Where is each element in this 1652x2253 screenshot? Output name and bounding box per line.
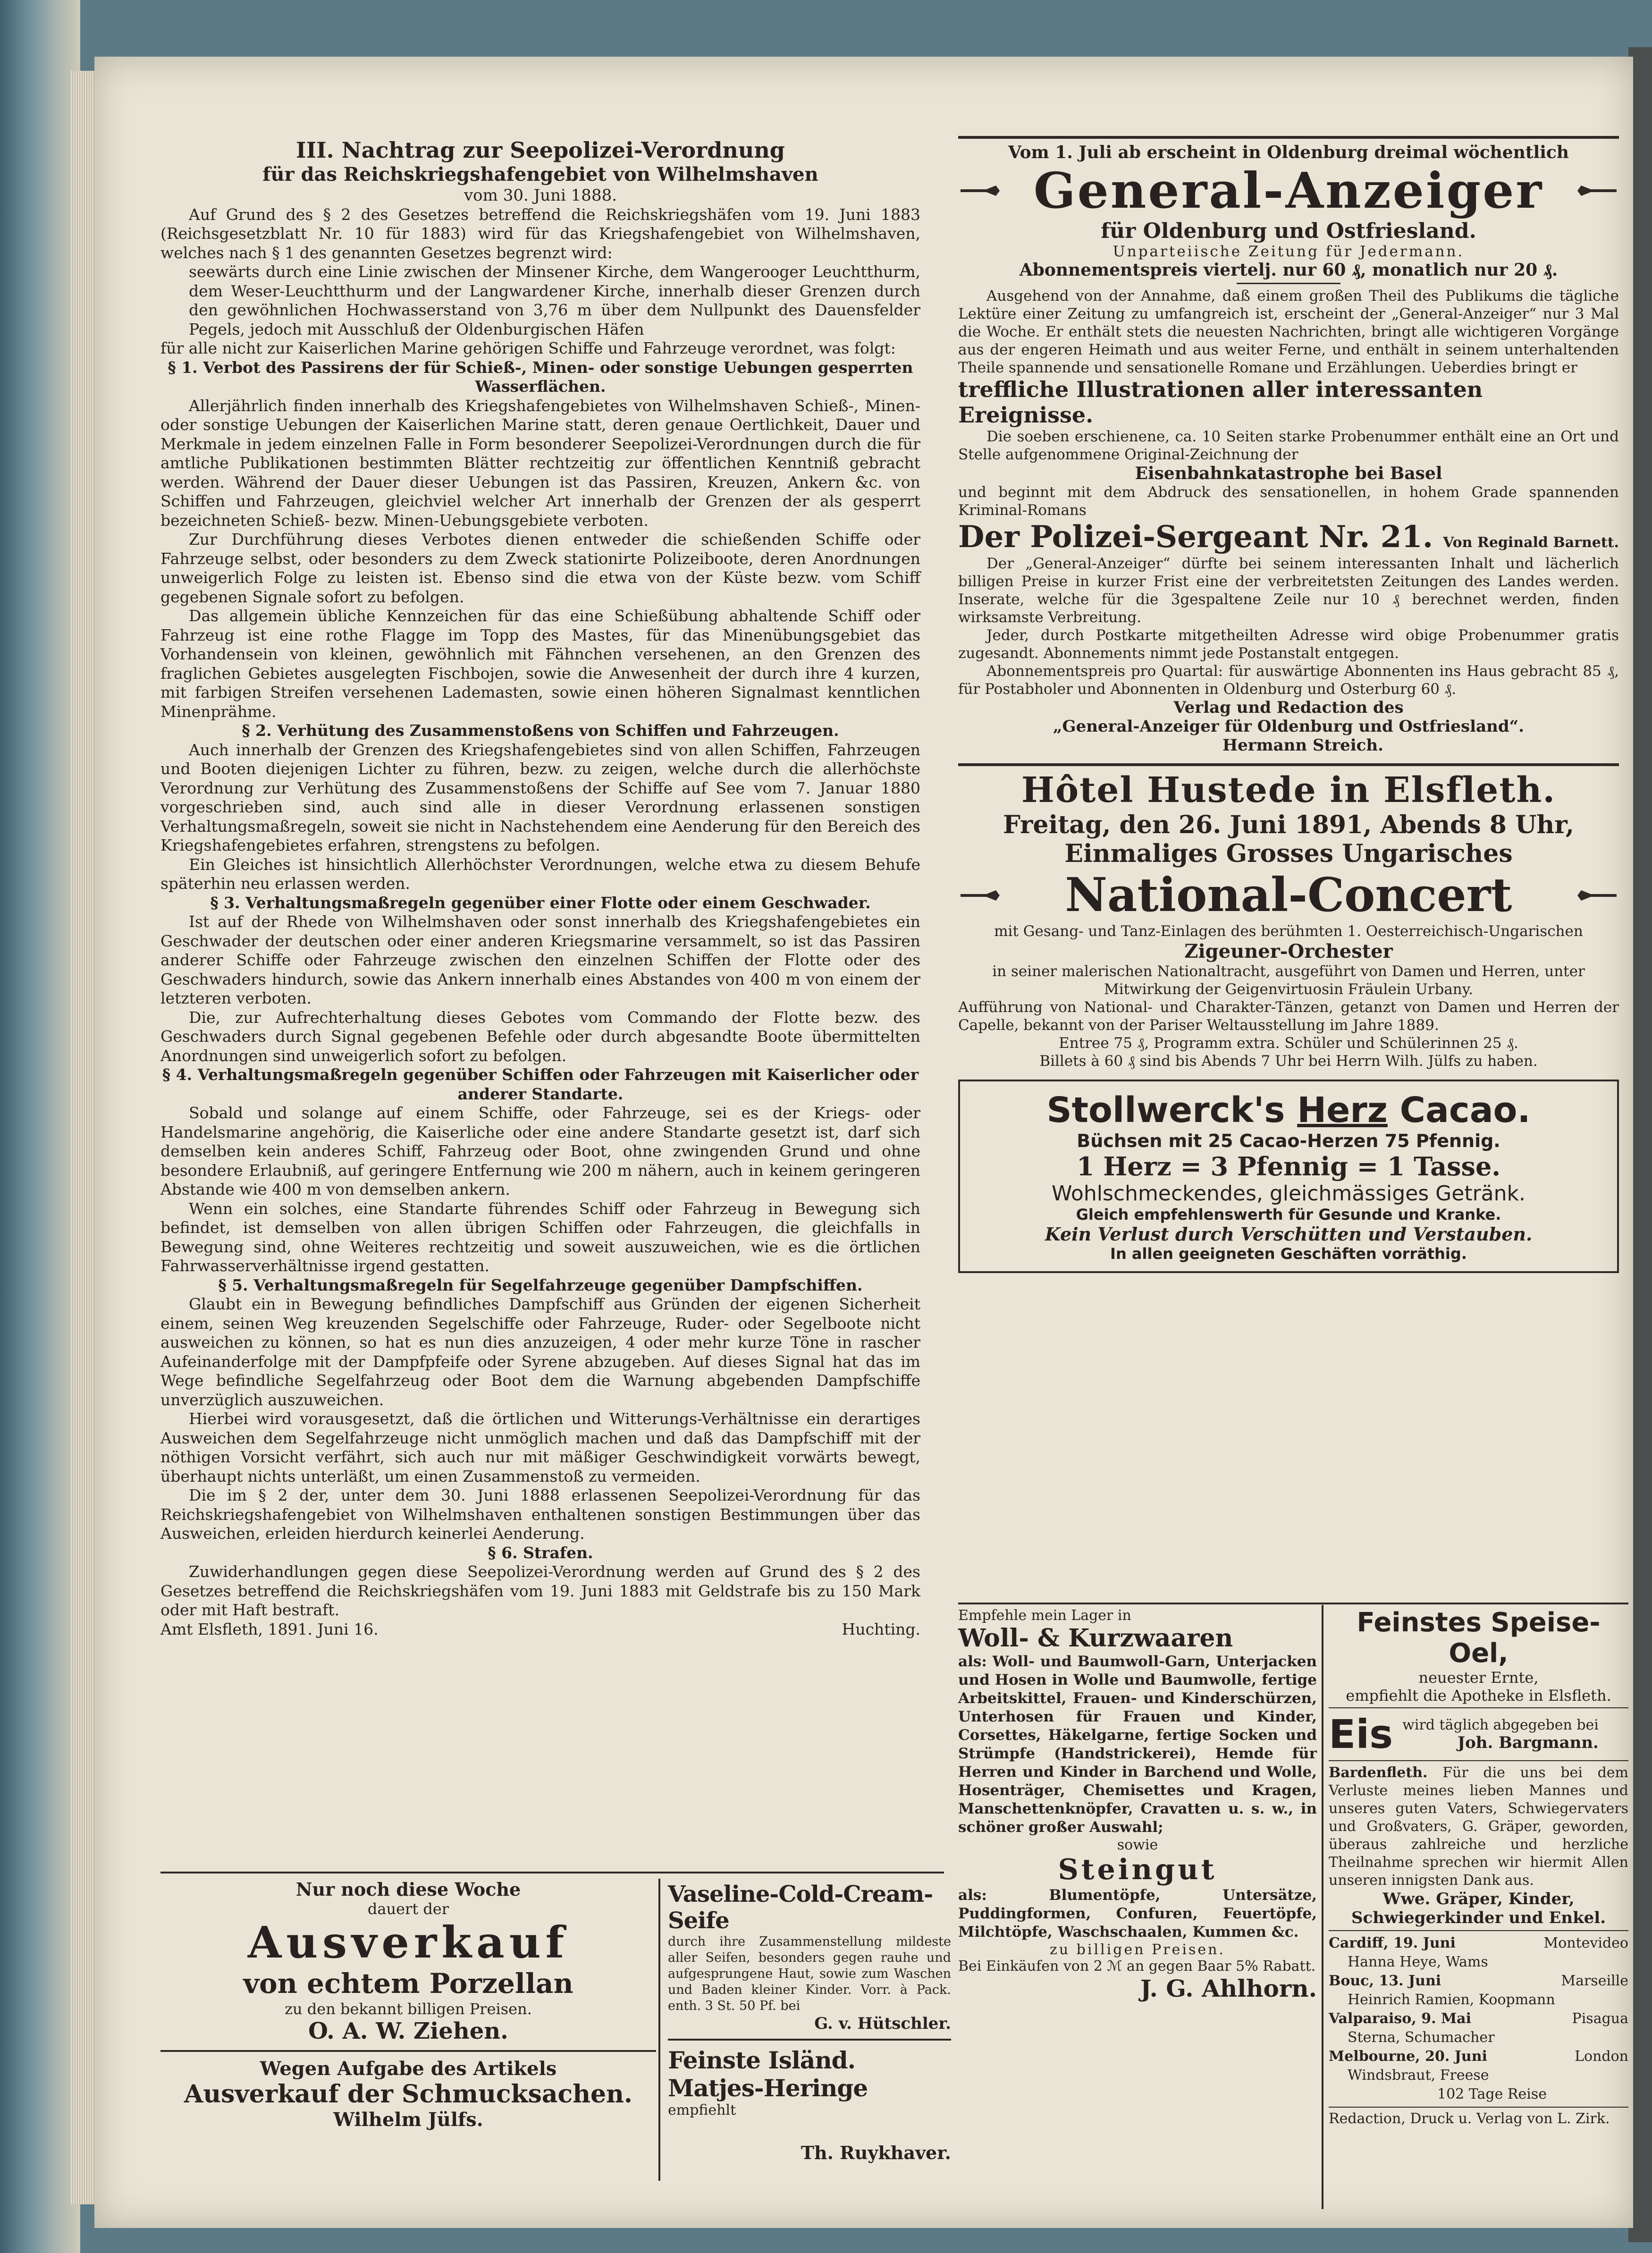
ship-destination: Marseille xyxy=(1561,1973,1628,1989)
hotel-line: Aufführung von National- und Charakter-Tänzen, getanzt von Damen und Herren der Capelle, bekannt von der Pariser Weltausstellung im Jahre 1889. xyxy=(958,999,1619,1034)
schmuck-dealer: Wilhelm Jülfs. xyxy=(333,2109,483,2131)
section-1-heading: § 1. Verbot des Passirens der für Schieß-, Minen- oder sonstige Uebungen gesperrten Wasserflächen. xyxy=(168,358,913,396)
section-1-paragraph: Allerjährlich finden innerhalb des Kriegshafengebietes von Wilhelmshaven Schieß-, Minen- oder sonstige Uebungen der Kaiserlichen Marine statt, deren genaue Oertlichkeit, Dauer und Merkmale in jedem einzelnen Falle in Form besonderer Seepolizei-Verordnungen durch die für amtliche Publikationen bestimmten Blätter rechtzeitig zur öffentlichen Kenntniß gebracht werden. Während der Dauer dieser Uebungen ist das Passiren, Kreuzen, Ankern &c. von Schiffen und Fahrzeugen, gleichviel welcher Art innerhalb der Grenzen der als gesperrt bezeichneten Schieß- bezw. Minen-Uebungsgebiete verboten. xyxy=(160,396,920,530)
oel-title: Feinstes Speise-Oel, xyxy=(1357,1607,1601,1669)
ga-top: Vom 1. Juli ab erscheint in Oldenburg dreimal wöchentlich xyxy=(1008,143,1569,162)
ahlhorn-text: als: Woll- und Baumwoll-Garn, Unterjacken und Hosen in Wolle und Baumwolle, fertige Arbeitskittel, Frauen- und Kinderschürzen, Unterhosen für Frauen und Kinder, Corsettes, Häkelgarne, fertige Socken und Strümpfe (Handstrickerei), Hemde für Herren und Kinder in Barchend und Wolle, Hosenträger, Chemisettes und Kragen, Manschettenknöpfer, Cravatten u. s. w., in schöner großer Auswahl; xyxy=(958,1653,1317,1836)
pointing-hand-icon xyxy=(958,179,1001,203)
ship-destination: London xyxy=(1575,2048,1628,2065)
ga-publisher-name: Hermann Streich. xyxy=(1222,736,1383,755)
ahlhorn-steingut: Steingut xyxy=(1058,1853,1217,1886)
seepolizei-notice xyxy=(94,137,944,1639)
ga-basel: Eisenbahnkatastrophe bei Basel xyxy=(1135,464,1442,483)
ship-entry xyxy=(1329,1972,1628,1991)
pointing-hand-icon xyxy=(1576,884,1619,907)
ship-voyage: 102 Tage Reise xyxy=(1437,2086,1547,2102)
porzellan-ad xyxy=(160,1879,656,2131)
ship-port: Cardiff, 19. Juni xyxy=(1329,1935,1456,1951)
ship-list xyxy=(1329,1934,1628,2104)
section-2-paragraph: Auch innerhalb der Grenzen des Kriegshafengebietes sind von allen Schiffen, Fahrzeugen und Booten diejenigen Lichter zu führen, bezw. zu zeigen, welche durch die allerhöchste Verordnung zur Verhütung des Zusammenstoßens der Schiffe auf See vom 7. Januar 1880 vorgeschrieben sind, auch sind alle in dieser Verordnung erlassenen sonstigen Verhaltungsmaßregeln, soweit sie nicht in Nachstehendem eine Aenderung für den Bereich des Kriegshafengebietes erfahren, strengstens zu befolgen. xyxy=(160,740,920,854)
section-5-paragraph: Hierbei wird vorausgesetzt, daß die örtlichen und Witterungs-Verhältnisse ein derartiges Ausweichen dem Segelfahrzeuge nicht unmöglich machen und daß das Dampfschiff mit der nöthigen Vorsicht verfährt, sich auch nur mit mäßiger Geschwindigkeit vorwärts bewegt, überhaupt nichts unterläßt, um einen Zusammenstoß zu vermeiden. xyxy=(160,1409,920,1485)
section-5-paragraph: Glaubt ein in Bewegung befindliches Dampfschiff aus Gründen der eigenen Sicherheit einem, seinen Weg kreuzenden Segelschiffe oder Fahrzeuge, Ruder- oder Segelboote nicht ausweichen zu können, so hat es nun dies anzuzeigen, 4 oder mehr kurze Töne in rascher Aufeinanderfolge mit der Dampfpfeife oder Syrene abzugeben. Auf dieses Signal hat das im Wege befindliche Segelfahrzeug oder Boot dem die Warnung abgebenden Dampfschiffe unverzüglich auszuweichen. xyxy=(160,1295,920,1409)
section-3-paragraph: Ist auf der Rhede von Wilhelmshaven oder sonst innerhalb des Kriegshafengebietes ein Geschwader der deutschen oder einer anderen Kriegsmarine versammelt, so ist das Passiren anderer Schiffe oder Fahrzeuge zwischen den einzelnen Schiffen der Flotte oder des Geschwaders hindurch, sowie das Ankern innerhalb eines Abstandes von 400 m von einem der letzteren verboten. xyxy=(160,912,920,1007)
hotel-orchestra: Zigeuner-Orchester xyxy=(1184,940,1393,962)
hotel-line: Entree 75 ₰, Programm extra. Schüler und Schülerinnen 25 ₰. xyxy=(1059,1035,1518,1052)
ga-abo: Abonnementspreis viertelj. nur 60 ₰, monatlich nur 20 ₰. xyxy=(1019,260,1558,280)
hotel-concert-title: National-Concert xyxy=(1065,868,1512,922)
newspaper-page xyxy=(94,57,1633,2228)
porzellan-line-4: von echtem Porzellan xyxy=(243,1967,573,2000)
section-1-paragraph: Zur Durchführung dieses Verbotes dienen entweder die schießenden Schiffe oder Fahrzeuge selbst, oder besonders zu dem Zweck stationirte Polizeiboote, deren Anordnungen unweigerlich Folge zu leisten ist. Ebenso sind die etwa von der Küste bezw. vom Schiff gegebenen Signale sofort zu befolgen. xyxy=(160,530,920,606)
stollwerck-line: 1 Herz = 3 Pfennig = 1 Tasse. xyxy=(1076,1151,1501,1181)
ahlhorn-line: Bei Einkäufen von 2 ℳ an gegen Baar 5% Rabatt. xyxy=(958,1958,1316,1975)
stollwerck-ad xyxy=(958,1080,1619,1273)
section-3-paragraph: Die, zur Aufrechterhaltung dieses Gebotes vom Commando der Flotte bezw. des Geschwaders durch Signal gegebenen Befehle oder durch abgesandte Boote übermittelten Anordnungen sind unweigerlich sofort zu befolgen. xyxy=(160,1008,920,1065)
section-5-heading: § 5. Verhaltungsmaßregeln für Segelfahrzeuge gegenüber Dampfschiffen. xyxy=(218,1275,863,1294)
hering-sub: empfiehlt xyxy=(668,2102,736,2118)
vaseline-title: Vaseline-Cold-Cream-Seife xyxy=(668,1881,933,1934)
ga-text: Jeder, durch Postkarte mitgetheilten Adresse wird obige Probenummer gratis zugesandt. Abonnements nimmt jede Postanstalt entgegen. xyxy=(958,627,1619,662)
right-small-ads xyxy=(1329,1607,1628,2127)
dank-body: Für die uns bei dem Verluste meines lieben Mannes und unseres guten Vaters, Schwiegervaters und Großvaters, G. Gräper, geworden, überaus zahlreiche und herzliche Theilnahme sprechen wir hiermit Allen unseren innigsten Dank aus. xyxy=(1329,1764,1628,1889)
eis-text: wird täglich abgegeben bei xyxy=(1402,1716,1599,1733)
hotel-line: Einmaliges Grosses Ungarisches xyxy=(1064,839,1513,868)
ga-text: und beginnt mit dem Abdruck des sensationellen, in hohem Grade spannenden Kriminal-Romans xyxy=(958,484,1619,519)
section-6-paragraph: Zuwiderhandlungen gegen diese Seepolizei-Verordnung werden auf Grund des § 2 des Gesetzes betreffend die Reichskriegshäfen vom 19. Juni 1883 mit Geldstrafe bis zu 150 Mark oder mit Haft bestraft. xyxy=(160,1562,920,1619)
notice-signature xyxy=(160,1620,920,1639)
hering-title: Feinste Isländ. Matjes-Heringe xyxy=(668,2046,868,2102)
section-6-heading: § 6. Strafen. xyxy=(488,1543,593,1562)
ahlhorn-line: sowie xyxy=(1117,1837,1158,1853)
vaseline-text: durch ihre Zusammenstellung mildeste aller Seifen, besonders gegen rauhe und aufgesprungene Haut, sowie zum Waschen und Baden kleiner Kinder. Vorr. à Pack. enth. 3 St. 50 Pf. bei xyxy=(668,1934,951,2013)
ahlhorn-ad xyxy=(958,1607,1317,2002)
pointing-hand-icon xyxy=(1576,179,1619,203)
pointing-hand-icon xyxy=(958,884,1001,907)
section-2-paragraph: Ein Gleiches ist hinsichtlich Allerhöchster Verordnungen, welche etwa zu diesem Behufe späterhin neu erlassen werden. xyxy=(160,855,920,893)
ga-text: Ausgehend von der Annahme, daß einem großen Theil des Publikums die tägliche Lektüre einer Zeitung zu umfangreich ist, erscheint der „General-Anzeiger“ nur 3 Mal die Woche. Er enthält stets die neuesten Nachrichten, bringt alle wichtigeren Vorgänge aus der engeren Heimath und aus weiter Ferne, und enthält in seinem unterhaltenden Theile spannende und sensationelle Romane und Erzählungen. Ueberdies bringt er xyxy=(958,287,1619,376)
ship-entry xyxy=(1329,2009,1628,2028)
ga-text: Die soeben erschienene, ca. 10 Seiten starke Probenummer enthält eine an Ort und Stelle aufgenommene Original-Zeichnung der xyxy=(958,428,1619,463)
ga-title: General-Anzeiger xyxy=(1033,161,1544,219)
ship-entry xyxy=(1329,2047,1628,2066)
notice-intro: Auf Grund des § 2 des Gesetzes betreffend die Reichskriegshäfen vom 19. Juni 1883 (Reichsgesetzblatt Nr. 10 für 1883) wird für das Kriegshafengebiet von Wilhelmshaven, welches nach § 1 des genannten Gesetzes begrenzt wird: xyxy=(160,205,920,262)
porzellan-line-1: Nur noch diese Woche xyxy=(295,1879,521,1900)
hering-dealer: Th. Ruykhaver. xyxy=(801,2142,951,2163)
notice-subtitle: für das Reichskriegshafengebiet von Wilhelmshaven xyxy=(262,163,818,186)
section-2-heading: § 2. Verhütung des Zusammenstoßens von Schiffen und Fahrzeugen. xyxy=(242,721,839,740)
section-4-paragraph: Sobald und solange auf einem Schiffe, oder Fahrzeuge, sei es der Kriegs- oder Handelsmarine angehörig, die Kaiserliche oder eine andere Standarte gesetzt ist, darf sich demselben kein anderes Schiff, Fahrzeug oder Boot, ohne zwingenden Grund und ohne besondere Erlaubniß, auf geringere Entfernung wie 200 m nähern, auch in keinem geringeren Abstande wie 400 m von demselben ankern. xyxy=(160,1104,920,1198)
hotel-title: Hôtel Hustede in Elsfleth. xyxy=(1021,770,1556,810)
section-5-paragraph: Die im § 2 der, unter dem 30. Juni 1888 erlassenen Seepolizei-Verordnung für das Reichskriegshafengebiet von Wilhelmshaven enthaltenen sonstigen Bestimmungen über das Ausweichen, erleiden hierdurch keinerlei Aenderung. xyxy=(160,1486,920,1543)
ship-name: Hanna Heye, Wams xyxy=(1348,1954,1488,1970)
ship-port: Valparaiso, 9. Mai xyxy=(1329,2010,1472,2027)
general-anzeiger-ad xyxy=(958,143,1619,755)
signature-name: Huchting. xyxy=(842,1620,920,1638)
hotel-line: mit Gesang- und Tanz-Einlagen des berühmten 1. Oesterreichisch-Ungarischen xyxy=(994,923,1583,940)
ga-sub: für Oldenburg und Ostfriesland. xyxy=(1101,219,1476,243)
oel-sub2: empfiehlt die Apotheke in Elsfleth. xyxy=(1346,1687,1611,1705)
ga-illustrations: treffliche Illustrationen aller interessanten Ereignisse. xyxy=(958,377,1483,428)
left-ads-divider xyxy=(160,1872,944,1873)
stollwerck-line: Büchsen mit 25 Cacao-Herzen 75 Pfennig. xyxy=(1077,1131,1500,1151)
ship-name: Sterna, Schumacher xyxy=(1348,2029,1495,2046)
hotel-concert-ad xyxy=(958,770,1619,1070)
notice-boundary: seewärts durch eine Linie zwischen der Minsener Kirche, dem Wangerooger Leuchtthurm, dem Weser-Leuchtthurm und der Langwardener Kirche, innerhalb dieser Grenzen durch den gewöhnlichen Hochwasserstand von 3,76 m über dem Nullpunkt des Dauensfelder Pegels, jedoch mit Ausschluß der Oldenburgischen Häfen xyxy=(189,262,920,338)
ahlhorn-line: zu billigen Preisen. xyxy=(1050,1941,1225,1958)
ship-destination: Montevideo xyxy=(1543,1935,1628,1951)
ga-text: Abonnementspreis pro Quartal: für auswärtige Abonnenten ins Haus gebracht 85 ₰, für Postabholer und Abonnenten in Oldenburg und Osterburg 60 ₰. xyxy=(958,663,1619,698)
vaseline-dealer: G. v. Hütschler. xyxy=(814,2014,951,2033)
ahlhorn-dealer: J. G. Ahlhorn. xyxy=(1140,1975,1317,2002)
right-ads-divider xyxy=(958,1603,1628,1604)
ga-text: Der „General-Anzeiger“ dürfte bei seinem interessanten Inhalt und lächerlich billigen Preise in kurzer Frist eine der verbreitetsten Zeitungen des Landes werden. Inserate, welche für die 3gespaltene Zeile nur 10 ₰ berechnet werden, finden wirksamste Verbreitung. xyxy=(958,555,1619,626)
imprint: Redaction, Druck u. Verlag von L. Zirk. xyxy=(1329,2110,1610,2127)
stollwerck-cacao: Cacao. xyxy=(1399,1090,1531,1131)
ga-publisher: Verlag und Redaction des xyxy=(1173,698,1404,717)
porzellan-headline: Ausverkauf xyxy=(247,1917,569,1968)
ga-novel: Der Polizei-Sergeant Nr. 21. xyxy=(958,519,1433,555)
ship-destination: Pisagua xyxy=(1572,2010,1628,2027)
ahlhorn-text: als: Blumentöpfe, Untersätze, Puddingformen, Confuren, Feuertöpfe, Milchtöpfe, Waschschaalen, Kummen &c. xyxy=(958,1887,1317,1941)
ship-name: Heinrich Ramien, Koopmann xyxy=(1348,1991,1555,2008)
eis-title: Eis xyxy=(1329,1711,1393,1757)
dank-text xyxy=(1329,1764,1628,1890)
stollwerck-line: Kein Verlust durch Verschütten und Verstauben. xyxy=(1045,1224,1533,1245)
porzellan-dealer: O. A. W. Ziehen. xyxy=(308,2018,508,2044)
stollwerck-line: Wohlschmeckendes, gleichmässiges Getränk. xyxy=(1051,1181,1526,1206)
ship-port: Melbourne, 20. Juni xyxy=(1329,2048,1487,2065)
hotel-date: Freitag, den 26. Juni 1891, Abends 8 Uhr, xyxy=(1003,810,1574,839)
dank-place: Bardenfleth. xyxy=(1329,1764,1428,1781)
ga-publisher: „General-Anzeiger für Oldenburg und Ostfriesland“. xyxy=(1053,717,1524,736)
section-3-heading: § 3. Verhaltungsmaßregeln gegenüber einer Flotte oder einem Geschwader. xyxy=(210,893,871,912)
ahlhorn-headline: Woll- & Kurzwaaren xyxy=(958,1624,1233,1653)
ship-port: Bouc, 13. Juni xyxy=(1329,1973,1441,1989)
ship-name: Windsbraut, Freese xyxy=(1348,2067,1489,2084)
hotel-line: Billets à 60 ₰ sind bis Abends 7 Uhr bei Herrn Wilh. Jülfs zu haben. xyxy=(1039,1053,1538,1070)
left-ads-vertical-divider xyxy=(658,1879,660,2181)
ga-novel-author: Von Reginald Barnett. xyxy=(1443,534,1619,551)
ship-entry xyxy=(1329,1934,1628,1953)
notice-intro-end: für alle nicht zur Kaiserlichen Marine gehörigen Schiffe und Fahrzeuge verordnet, was folgt: xyxy=(160,339,896,357)
dank-sign: Wwe. Gräper, Kinder, xyxy=(1382,1890,1575,1908)
schmuck-line-2: Ausverkauf der Schmucksachen. xyxy=(184,2080,633,2109)
notice-title: III. Nachtrag zur Seepolizei-Verordnung xyxy=(296,137,785,163)
porzellan-line-2: dauert der xyxy=(367,1900,449,1918)
notice-date: vom 30. Juni 1888. xyxy=(464,186,617,205)
stollwerck-name: Stollwerck's xyxy=(1046,1090,1285,1131)
oel-sub: neuester Ernte, xyxy=(1418,1669,1539,1687)
porzellan-line-5: zu den bekannt billigen Preisen. xyxy=(285,2000,532,2018)
section-1-paragraph: Das allgemein übliche Kennzeichen für das eine Schießübung abhaltende Schiff oder Fahrzeug ist eine rothe Flagge im Topp des Mastes, für das Minenübungsgebiet das Vorhandensein von kleinen, gewöhnlich mit Fähnchen versehenen, an den Grenzen des fraglichen Gebietes ausgelegten Fischbojen, sowie die Anwesenheit der durch ihre 4 kurzen, mit farbigen Streifen versehenen Lademasten, sowie einen höheren Signalmast kenntlichen Minenprähme. xyxy=(160,607,920,721)
hotel-line: in seiner malerischen Nationaltracht, ausgeführt von Damen und Herren, unter Mitwirkung der Geigenvirtuosin Fräulein Urbany. xyxy=(992,963,1585,998)
signature-place: Amt Elsfleth, 1891. Juni 16. xyxy=(160,1620,379,1638)
vaseline-ad xyxy=(668,1881,951,2163)
dank-sign: Schwiegerkinder und Enkel. xyxy=(1351,1908,1606,1927)
stollwerck-herz: Herz xyxy=(1297,1090,1388,1131)
eis-dealer: Joh. Bargmann. xyxy=(1458,1733,1599,1752)
schmuck-line-1: Wegen Aufgabe des Artikels xyxy=(260,2058,557,2080)
stollwerck-line: In allen geeigneten Geschäften vorräthig. xyxy=(1110,1245,1467,1263)
section-4-paragraph: Wenn ein solches, eine Standarte führendes Schiff oder Fahrzeug in Bewegung sich befindet, ist demselben von allen übrigen Schiffen oder Fahrzeugen, die gleichfalls in Bewegung sind, ohne Weiteres rechtzeitig und soweit auszuweichen, wie es die örtlichen Fahrwasserverhältnisse irgend gestatten. xyxy=(160,1199,920,1275)
stollwerck-line: Gleich empfehlenswerth für Gesunde und Kranke. xyxy=(1076,1206,1501,1224)
section-4-heading: § 4. Verhaltungsmaßregeln gegenüber Schiffen oder Fahrzeugen mit Kaiserlicher oder anderer Standarte. xyxy=(162,1065,919,1103)
right-ads-vertical-divider xyxy=(1322,1605,1323,2209)
right-column xyxy=(958,132,1619,1283)
ga-sub2: Unparteiische Zeitung für Jedermann. xyxy=(1113,243,1465,260)
ahlhorn-line: Empfehle mein Lager in xyxy=(958,1607,1131,1624)
book-spine xyxy=(0,0,80,2253)
